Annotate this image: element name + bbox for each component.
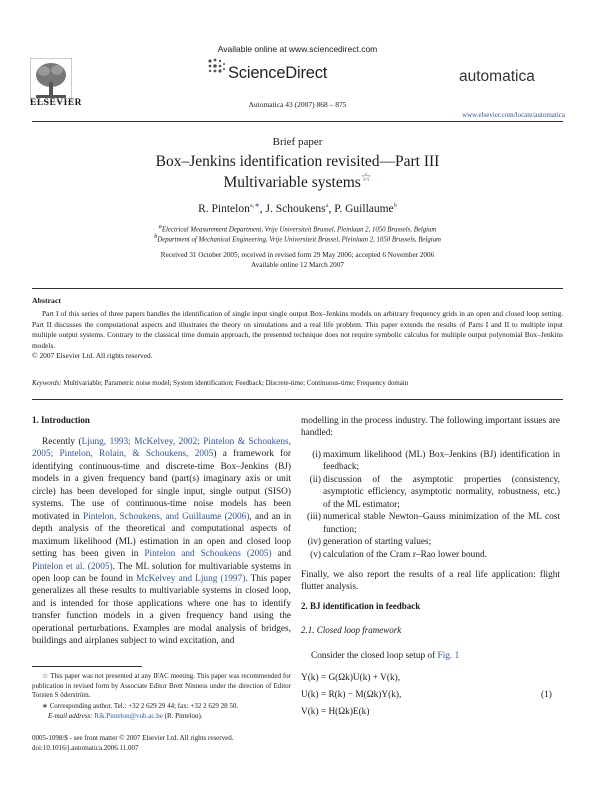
intro-text: Recently (: [42, 437, 82, 447]
setup-paragraph: [301, 650, 560, 662]
body-divider: [32, 399, 563, 400]
footnote-text: This paper was not presented at any IFAC meeting. This paper was recommended for publication in revised form by Associate Editor Brett Ninness under the direction of Editor Torsten S öderström.: [32, 672, 292, 700]
intro-text: ) a framework for identifying continuous-time and discrete-time Box–Jenkins (BJ) models in a given frequency band (part(s) imaginary axis or unit circle) has been developed for single input, single output (SISO) systems. The use of continuous-time noise models has been motivated in: [32, 449, 291, 522]
title-footnote-mark[interactable]: ☆: [360, 170, 372, 184]
intro-text: and: [271, 549, 292, 560]
paper-title-line2: [0, 170, 595, 192]
journal-url-link[interactable]: www.elsevier.com/locate/automatica: [462, 111, 565, 119]
item-number: (iv): [307, 537, 321, 548]
intro-text: , and an in depth analysis of the theoretical and computational aspects of maximum likelihood (ML) estimation in an open and closed loop setting has been given in: [32, 511, 291, 560]
subsection-2-1-heading: 2.1. Closed loop framework: [301, 625, 402, 635]
footnote-1: [32, 672, 291, 701]
keywords-text: Multivariable; Parametric noise model; System identification; Feedback; Discrete-time; Continuous-time; Frequency domain: [61, 380, 409, 387]
intro-continuation: modelling in the process industry. The following important issues are handled:: [301, 416, 560, 439]
journal-reference: Automatica 43 (2007) 868 – 875: [248, 100, 347, 109]
list-item: [301, 549, 560, 561]
citation-link[interactable]: McKelvey and Ljung (1997): [136, 573, 246, 584]
equation-line: Y(k) = G(Ωk)U(k) + V(k),: [301, 673, 401, 683]
item-number: (ii): [309, 474, 321, 485]
abstract-divider: [32, 288, 563, 289]
email-link[interactable]: Rik.Pintelon@vub.ac.be: [94, 712, 163, 720]
finally-paragraph: Finally, we also report the results of a real life application: flight flutter analysis.: [301, 570, 560, 593]
author-sup[interactable]: a,∗: [249, 202, 260, 209]
email-footnote: [32, 712, 291, 722]
author-list: [0, 201, 595, 215]
item-number: (iii): [307, 512, 321, 523]
footnote-text: Corresponding author. Tel.: +32 2 629 29 44; fax: +32 2 629 28 50.: [49, 702, 239, 710]
available-online-date: Available online 12 March 2007: [251, 261, 344, 269]
abstract-body: [32, 309, 563, 362]
sciencedirect-wordmark: ScienceDirect: [228, 64, 328, 82]
affiliation-sup: b: [154, 233, 158, 240]
setup-text: Consider the closed loop setup of: [311, 651, 438, 661]
item-text: calculation of the Cram r–Rao lower bound.: [323, 549, 487, 560]
sciencedirect-logo-icon: [207, 57, 227, 77]
footnote-mark: ∗: [42, 702, 48, 710]
email-label: E-mail address:: [48, 712, 93, 720]
item-text: generation of starting values;: [323, 537, 432, 548]
author-sup[interactable]: b: [393, 202, 397, 209]
header-divider: [32, 121, 563, 122]
affiliation-text: Department of Mechanical Engineering, Vrije Universiteit Brussel, Pleinlaan 2, 1050 Brussels, Belgium: [157, 236, 441, 244]
received-dates: Received 31 October 2005; received in revised form 29 May 2006; accepted 6 November 2006: [160, 251, 435, 259]
equation-line: U(k) = R(k) − M(Ωk)Y(k),: [301, 690, 402, 700]
intro-paragraph: [32, 436, 291, 648]
author-name: , J. Schoukens: [259, 202, 326, 215]
item-number: (v): [310, 549, 321, 560]
keywords-line: [32, 380, 563, 387]
figure-link[interactable]: Fig. 1: [437, 651, 460, 661]
intro-text: . This paper generalizes all these results to multivariable systems in closed loop, and is intended for those applications where one has to identify transfer function models in a given frequency band using the operational perturbations. Examples are modal analysis of bridges, buildings and airplanes subject to wind excitation, and: [32, 573, 291, 647]
list-item: [301, 449, 560, 474]
citation-link[interactable]: Pintelon et al. (2005): [32, 561, 113, 572]
footnote-divider: [32, 666, 142, 667]
elsevier-tree-logo-icon: [30, 58, 72, 102]
paper-title-text: Multivariable systems: [223, 174, 361, 191]
paper-title-line1: Box–Jenkins identification revisited—Part III: [155, 153, 440, 170]
front-matter: 0005-1098/$ - see front matter © 2007 Elsevier Ltd. All rights reserved.: [32, 734, 234, 742]
citation-link[interactable]: Ljung, 1993; McKelvey, 2002; Pintelon & Schoukens, 2005; Pintelon, Rolain, & Schoukens, 2005: [32, 437, 291, 460]
item-text: numerical stable Newton–Gauss minimization of the ML cost function;: [323, 512, 560, 535]
citation-link[interactable]: Pintelon, Schoukens, and Guillaume (2006): [82, 511, 250, 522]
list-item: [301, 536, 560, 548]
citation-link[interactable]: Pintelon and Schoukens (2005): [144, 549, 272, 560]
author-sup[interactable]: a: [325, 202, 329, 209]
automatica-wordmark: automatica: [459, 68, 535, 85]
issues-list: [301, 449, 560, 561]
author-name: , P. Guillaume: [328, 202, 394, 215]
copyright-line: © 2007 Elsevier Ltd. All rights reserved.: [32, 351, 153, 361]
keywords-label: Keywords:: [32, 380, 62, 387]
abstract-text: Part I of this series of three papers handles the identification of single input single output Box–Jenkins models on arbitrary frequency grids in an open and closed loop setting. Part II discusses the computational aspects and illustrates the theory on simulations and a real life problem. This paper extends the results of Parts I and II to multiple input multiple output systems. Contrary to the classical time domain approach, the presented technique does not require symbolic calculus for multiple output polynomial Box–Jenkins models.: [32, 309, 563, 350]
footnote-mark: ☆: [42, 672, 49, 680]
section-2-heading: 2. BJ identification in feedback: [301, 601, 421, 611]
abstract-heading: Abstract: [32, 296, 62, 305]
section-1-heading: 1. Introduction: [32, 415, 90, 425]
item-number: (i): [312, 450, 321, 460]
item-text: maximum likelihood (ML) Box–Jenkins (BJ) identification in feedback;: [323, 450, 560, 473]
available-online-line: Available online at www.sciencedirect.com: [217, 44, 378, 54]
doi: doi:10.1016/j.automatica.2006.11.007: [32, 744, 139, 752]
affiliation-sup: a: [158, 223, 162, 230]
list-item: [301, 511, 560, 536]
elsevier-wordmark: ELSEVIER: [30, 98, 83, 108]
item-text: discussion of the asymptotic properties (consistency, asymptotic efficiency, asymptotic normality, robustness, etc.) of the ML estimator;: [323, 474, 560, 510]
equation-line: V(k) = H(Ωk)E(k): [301, 707, 370, 717]
email-suffix: (R. Pintelon).: [162, 712, 203, 720]
affiliation: [0, 223, 595, 233]
affiliation-text: Electrical Measurement Department, Vrije Universiteit Brussel, Pleinlaan 2, 1050 Brussels, Belgium: [161, 226, 437, 234]
affiliation: [0, 233, 595, 243]
author-name: R. Pintelon: [198, 202, 250, 215]
paper-type: Brief paper: [272, 136, 323, 148]
list-item: [301, 474, 560, 511]
equation-number: (1): [541, 690, 552, 700]
intro-text: . The ML solution for multivariable systems in open loop can be found in: [32, 561, 291, 584]
footnote-2: [32, 702, 291, 712]
